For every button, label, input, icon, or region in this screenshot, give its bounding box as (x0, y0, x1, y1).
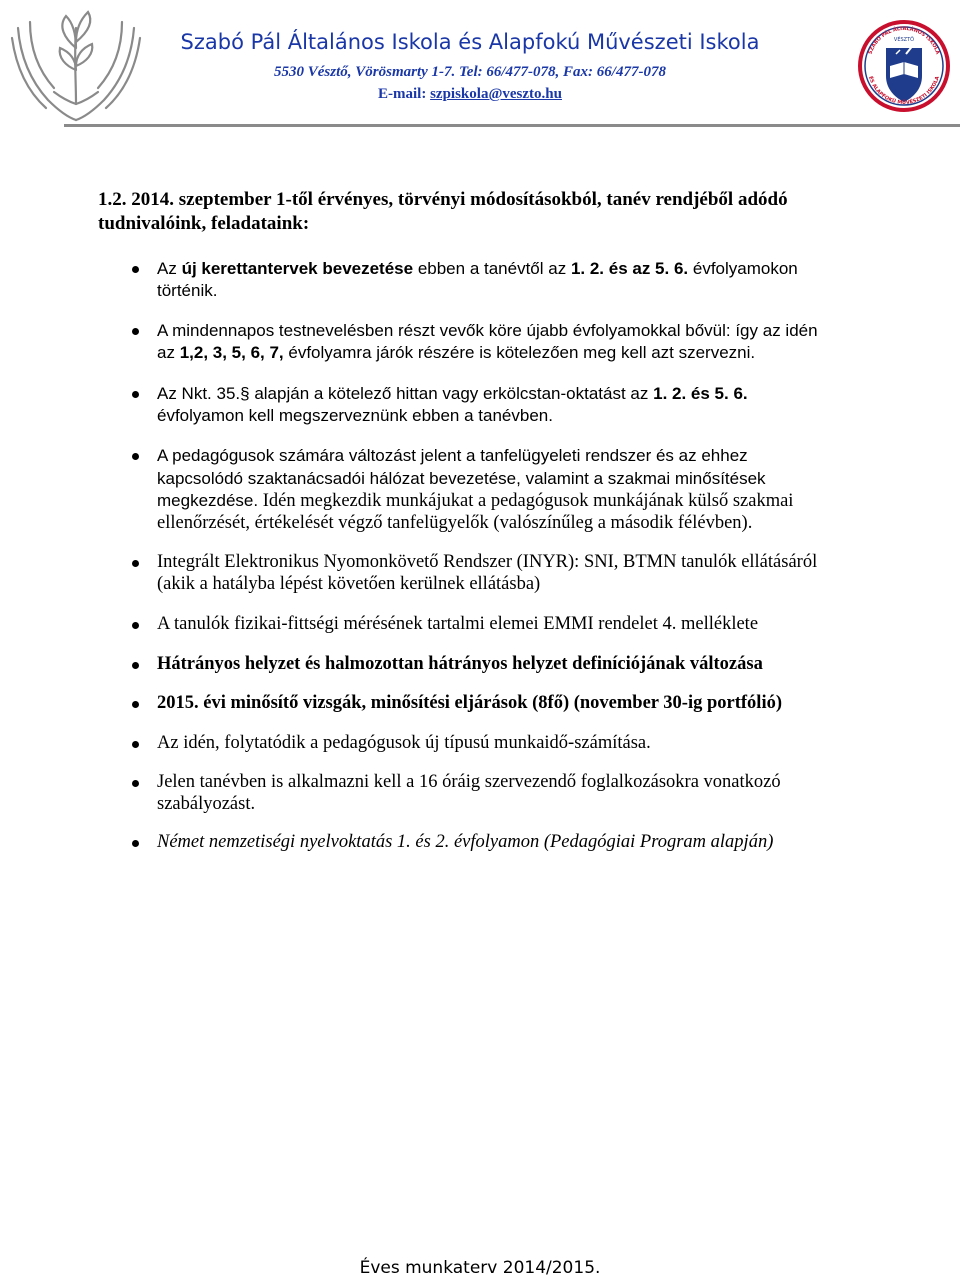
list-item-text: Jelen tanévben is alkalmazni kell a 16 óráig szervezendő foglalkozásokra vonatkozó szabályozást. (157, 772, 781, 814)
email-link[interactable]: szpiskola@veszto.hu (430, 86, 562, 102)
list-item-text: A pedagógusok számára változást jelent a tanfelügyeleti rendszer és az ehhez kapcsolódó szaktanácsadói hálózat bevezetése, valamint a szakmai minősítések megkezdése. Idén megkezdik munkájukat a pedagógusok munkájának külső szakmai ellenőrzését, értékelését végző tanfelügyelők (valószínűleg a második félévben). (157, 446, 794, 533)
list-item-text: A mindennapos testnevelésben részt vevők köre újabb évfolyamokkal bővül: így az idén az 1,2, 3, 5, 6, 7, évfolyamra járók részére is kötelezően meg kell azt szervezni. (157, 321, 818, 362)
list-item (98, 320, 838, 363)
list-item (98, 772, 838, 815)
header-divider (64, 124, 960, 127)
list-item-text: Német nemzetiségi nyelvoktatás 1. és 2. évfolyamon (Pedagógiai Program alapján) (157, 832, 774, 852)
emblem-town: VÉSZTŐ (893, 37, 915, 43)
list-item (98, 654, 838, 676)
bullet-icon (132, 701, 139, 708)
list-item (98, 258, 838, 301)
list-item (98, 832, 838, 854)
letterhead (0, 0, 960, 130)
email-line (150, 86, 790, 103)
school-address: 5530 Vésztő, Vörösmarty 1-7. Tel: 66/477-078, Fax: 66/477-078 (274, 64, 666, 80)
bullet-icon (132, 741, 139, 748)
hands-plant-logo (8, 8, 144, 126)
bullet-icon (132, 622, 139, 629)
list-item (98, 693, 838, 715)
list-item-text: Az idén, folytatódik a pedagógusok új típusú munkaidő-számítása. (157, 733, 651, 753)
list-item-text: Integrált Elektronikus Nyomonkövető Rendszer (INYR): SNI, BTMN tanulók ellátásáról (akik a hatályba lépést követően kerülnek ellátásba) (157, 552, 818, 594)
bullet-icon (132, 453, 139, 460)
bullet-icon (132, 662, 139, 669)
list-item-text: Az új kerettantervek bevezetése ebben a tanévtől az 1. 2. és az 5. 6. évfolyamokon történik. (157, 259, 798, 300)
bullet-icon (132, 560, 139, 567)
list-item-text: Az Nkt. 35.§ alapján a kötelező hittan vagy erkölcstan-oktatást az 1. 2. és 5. 6. évfolyamon kell megszerveznünk ebben a tanévben. (157, 384, 748, 425)
list-item-text: Hátrányos helyzet és halmozottan hátrányos helyzet definíciójának változása (157, 654, 763, 674)
section-title: 1.2. 2014. szeptember 1-től érvényes, törvényi módosításokból, tanév rendjéből adódó tudnivalóink, feladataink: (98, 189, 788, 234)
bullet-icon (132, 780, 139, 787)
list-item-text: 2015. évi minősítő vizsgák, minősítési eljárások (8fő) (november 30-ig portfólió) (157, 693, 782, 713)
bullet-icon (132, 840, 139, 847)
bullet-icon (132, 266, 139, 273)
bullet-icon (132, 328, 139, 335)
list-item (98, 552, 838, 595)
list-item (98, 383, 838, 426)
list-item (98, 733, 838, 755)
emblem-top-path: SZABÓ PÁL ÁLTALÁNOS ISKOLA (867, 25, 941, 56)
emblem-bottom-path: ÉS ALAPFOKÚ MŰVÉSZETI ISKOLA (867, 75, 941, 107)
school-name: Szabó Pál Általános Iskola és Alapfokú Művészeti Iskola (180, 30, 760, 54)
list-item (98, 614, 838, 636)
school-emblem-logo (856, 14, 952, 122)
list-item-text: A tanulók fizikai-fittségi mérésének tartalmi elemei EMMI rendelet 4. melléklete (157, 614, 759, 634)
page-footer: Éves munkaterv 2014/2015. (359, 1258, 601, 1278)
bullet-icon (132, 391, 139, 398)
list-item (98, 445, 838, 534)
email-label: E-mail: (378, 86, 427, 102)
